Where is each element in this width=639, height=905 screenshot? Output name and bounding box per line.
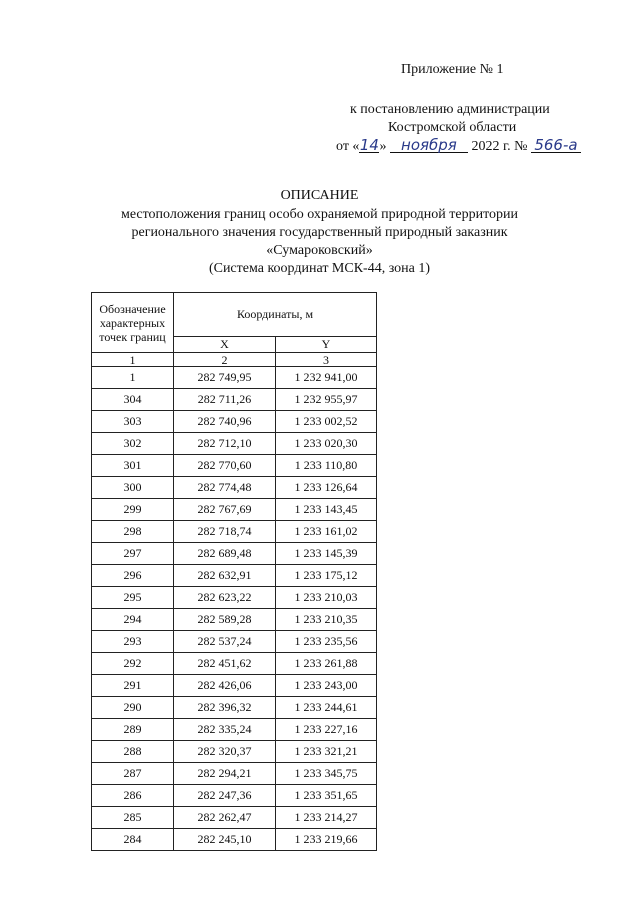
region-line: Костромской области [388, 120, 517, 135]
point-cell: 301 [92, 455, 174, 477]
point-cell: 284 [92, 829, 174, 851]
point-cell: 294 [92, 609, 174, 631]
point-cell: 299 [92, 499, 174, 521]
doc-title: ОПИСАНИЕ [280, 188, 359, 203]
date-mid: » [379, 139, 387, 154]
y-cell: 1 233 235,56 [276, 631, 377, 653]
point-cell: 300 [92, 477, 174, 499]
y-cell: 1 233 175,12 [276, 565, 377, 587]
table-row [92, 499, 377, 521]
y-cell: 1 233 110,80 [276, 455, 377, 477]
point-cell: 287 [92, 763, 174, 785]
x-cell: 282 749,95 [174, 367, 276, 389]
x-cell: 282 294,21 [174, 763, 276, 785]
column-number-2: 2 [174, 353, 276, 367]
table-row [92, 543, 377, 565]
x-cell: 282 426,06 [174, 675, 276, 697]
x-cell: 282 623,22 [174, 587, 276, 609]
y-cell: 1 233 351,65 [276, 785, 377, 807]
day-handwritten: 14 [359, 136, 379, 154]
point-cell: 296 [92, 565, 174, 587]
y-cell: 1 233 219,66 [276, 829, 377, 851]
x-cell: 282 712,10 [174, 433, 276, 455]
appendix-label: Приложение № 1 [401, 62, 504, 77]
x-cell: 282 335,24 [174, 719, 276, 741]
point-cell: 297 [92, 543, 174, 565]
x-cell: 282 718,74 [174, 521, 276, 543]
year-text: 2022 г. № [471, 139, 528, 154]
table-row [92, 785, 377, 807]
month-handwritten: ноября [390, 138, 468, 153]
header-coordinates: Координаты, м [174, 293, 377, 337]
y-cell: 1 233 345,75 [276, 763, 377, 785]
column-number-3: 3 [276, 353, 377, 367]
x-cell: 282 774,48 [174, 477, 276, 499]
doc-subtitle-line1: местоположения границ особо охраняемой природной территории [120, 207, 519, 222]
doc-subtitle-line2: регионального значения государственный природный заказник [131, 225, 508, 240]
table-row [92, 367, 377, 389]
header-y: Y [276, 337, 377, 353]
x-cell: 282 320,37 [174, 741, 276, 763]
table-row [92, 719, 377, 741]
x-cell: 282 396,32 [174, 697, 276, 719]
y-cell: 1 233 126,64 [276, 477, 377, 499]
coordinates-table [91, 292, 377, 851]
x-cell: 282 689,48 [174, 543, 276, 565]
y-cell: 1 233 261,88 [276, 653, 377, 675]
table-row [92, 631, 377, 653]
doc-subtitle-line3: «Сумароковский» [266, 243, 373, 258]
resolution-line: к постановлению администрации [350, 102, 550, 117]
x-cell: 282 767,69 [174, 499, 276, 521]
x-cell: 282 770,60 [174, 455, 276, 477]
y-cell: 1 233 002,52 [276, 411, 377, 433]
table-row [92, 521, 377, 543]
column-number-1: 1 [92, 353, 174, 367]
y-cell: 1 233 321,21 [276, 741, 377, 763]
coordinate-system-line: (Система координат МСК-44, зона 1) [208, 261, 431, 276]
number-handwritten: 566-а [531, 138, 581, 153]
table-row [92, 455, 377, 477]
point-cell: 288 [92, 741, 174, 763]
y-cell: 1 233 227,16 [276, 719, 377, 741]
y-cell: 1 233 020,30 [276, 433, 377, 455]
table-row [92, 565, 377, 587]
point-cell: 1 [92, 367, 174, 389]
point-cell: 302 [92, 433, 174, 455]
point-cell: 293 [92, 631, 174, 653]
table-row [92, 697, 377, 719]
point-cell: 304 [92, 389, 174, 411]
y-cell: 1 233 244,61 [276, 697, 377, 719]
x-cell: 282 589,28 [174, 609, 276, 631]
y-cell: 1 233 210,35 [276, 609, 377, 631]
x-cell: 282 740,96 [174, 411, 276, 433]
table-row [92, 477, 377, 499]
y-cell: 1 232 941,00 [276, 367, 377, 389]
table-row [92, 763, 377, 785]
table-row [92, 807, 377, 829]
date-line [336, 138, 581, 155]
x-cell: 282 711,26 [174, 389, 276, 411]
x-cell: 282 632,91 [174, 565, 276, 587]
point-cell: 286 [92, 785, 174, 807]
point-cell: 298 [92, 521, 174, 543]
y-cell: 1 232 955,97 [276, 389, 377, 411]
point-cell: 289 [92, 719, 174, 741]
point-cell: 291 [92, 675, 174, 697]
table-row [92, 653, 377, 675]
point-cell: 292 [92, 653, 174, 675]
table-row [92, 829, 377, 851]
y-cell: 1 233 243,00 [276, 675, 377, 697]
table-row [92, 741, 377, 763]
point-cell: 290 [92, 697, 174, 719]
y-cell: 1 233 143,45 [276, 499, 377, 521]
date-prefix: от « [336, 139, 360, 154]
y-cell: 1 233 214,27 [276, 807, 377, 829]
y-cell: 1 233 210,03 [276, 587, 377, 609]
y-cell: 1 233 145,39 [276, 543, 377, 565]
table-row [92, 389, 377, 411]
x-cell: 282 245,10 [174, 829, 276, 851]
point-cell: 285 [92, 807, 174, 829]
x-cell: 282 537,24 [174, 631, 276, 653]
table-row [92, 411, 377, 433]
x-cell: 282 262,47 [174, 807, 276, 829]
table-row [92, 587, 377, 609]
table-row [92, 675, 377, 697]
point-cell: 303 [92, 411, 174, 433]
x-cell: 282 451,62 [174, 653, 276, 675]
table-row [92, 609, 377, 631]
table-row [92, 433, 377, 455]
header-point-designation: Обозначение характерных точек границ [92, 293, 174, 353]
y-cell: 1 233 161,02 [276, 521, 377, 543]
point-cell: 295 [92, 587, 174, 609]
x-cell: 282 247,36 [174, 785, 276, 807]
header-x: X [174, 337, 276, 353]
